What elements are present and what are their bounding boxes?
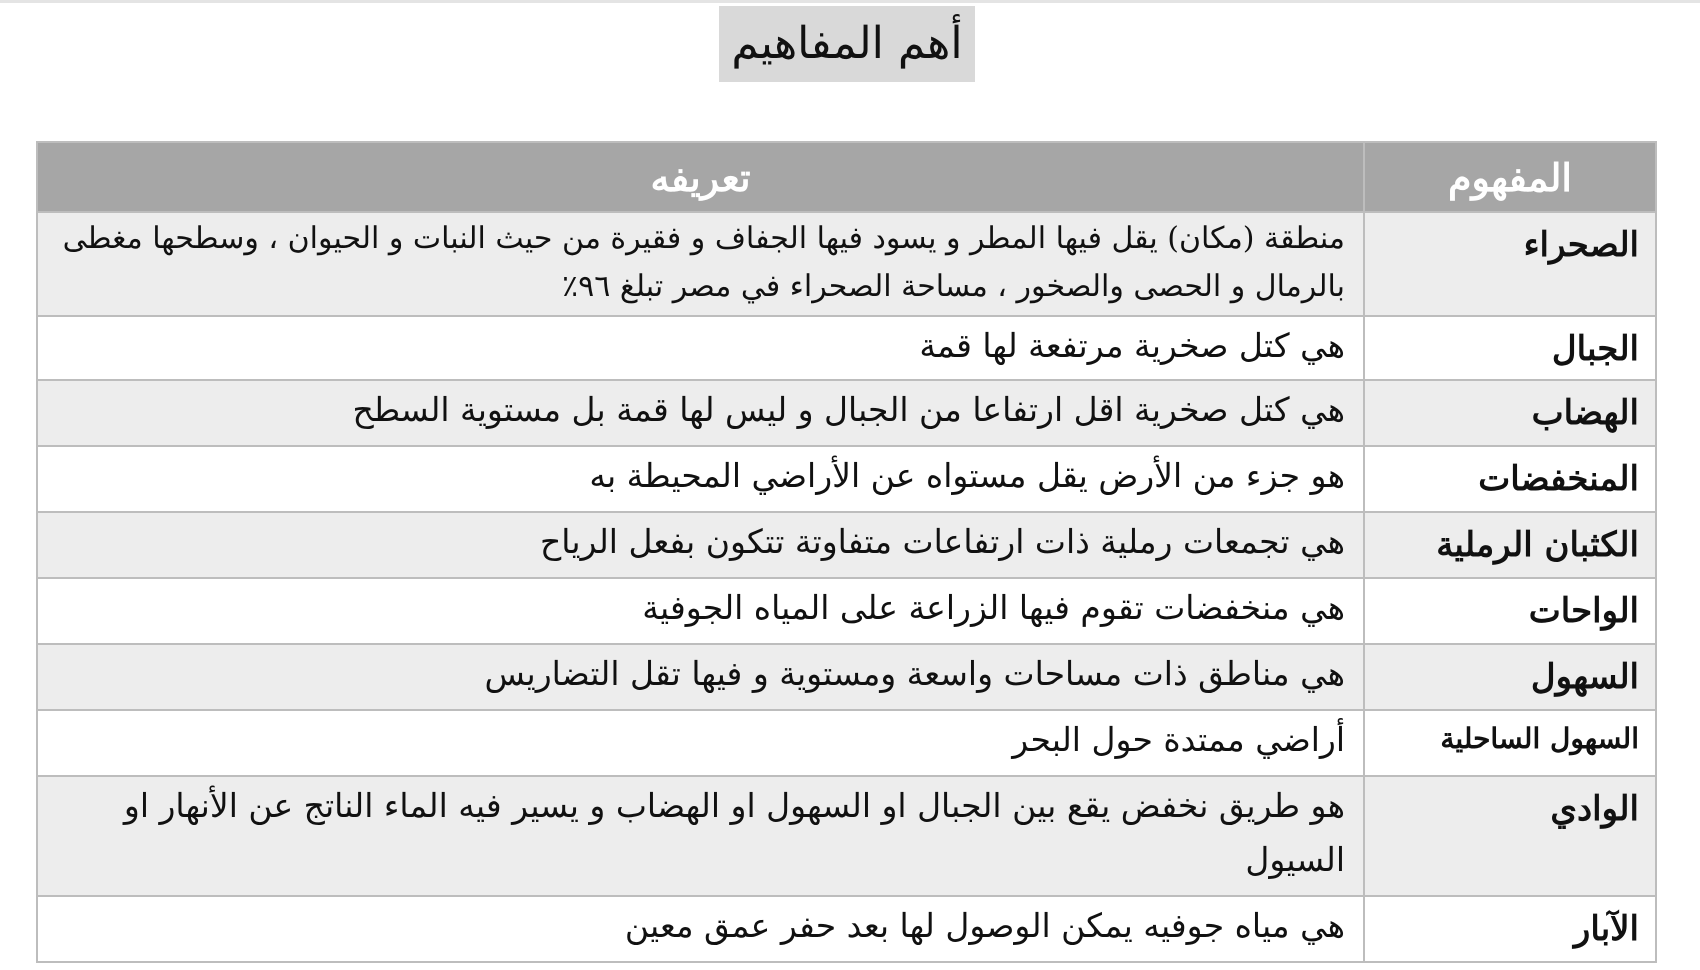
definition-cell: هي كتل صخرية مرتفعة لها قمة: [37, 316, 1364, 380]
definition-cell: هو جزء من الأرض يقل مستواه عن الأراضي المحيطة به: [37, 446, 1364, 512]
table-row: [37, 578, 1656, 644]
table-row: [37, 212, 1656, 316]
definition-cell: هي تجمعات رملية ذات ارتفاعات متفاوتة تتكون بفعل الرياح: [37, 512, 1364, 578]
term-cell: الوادي: [1364, 776, 1656, 896]
concepts-table: [36, 141, 1657, 963]
table-row: [37, 380, 1656, 446]
page-title: أهم المفاهيم: [719, 6, 975, 82]
table-row: [37, 776, 1656, 896]
definition-cell: هي مناطق ذات مساحات واسعة ومستوية و فيها تقل التضاريس: [37, 644, 1364, 710]
term-cell: السهول: [1364, 644, 1656, 710]
table-row: [37, 710, 1656, 776]
table-row: [37, 512, 1656, 578]
definition-cell: هو طريق نخفض يقع بين الجبال او السهول او الهضاب و يسير فيه الماء الناتج عن الأنهار او السيول: [37, 776, 1364, 896]
table-row: [37, 316, 1656, 380]
definition-cell: هي مياه جوفيه يمكن الوصول لها بعد حفر عمق معين: [37, 896, 1364, 962]
term-cell: الصحراء: [1364, 212, 1656, 316]
table-header-row: [37, 142, 1656, 212]
table-row: [37, 644, 1656, 710]
table-row: [37, 446, 1656, 512]
term-cell: المنخفضات: [1364, 446, 1656, 512]
term-cell: الآبار: [1364, 896, 1656, 962]
definition-cell: هي منخفضات تقوم فيها الزراعة على المياه الجوفية: [37, 578, 1364, 644]
definition-cell: منطقة (مكان) يقل فيها المطر و يسود فيها الجفاف و فقيرة من حيث النبات و الحيوان ، وسطحها مغطى بالرمال و الحصى والصخور ، مساحة الصحراء في مصر تبلغ ٩٦٪: [37, 212, 1364, 316]
top-rule: [0, 0, 1700, 3]
term-cell: الجبال: [1364, 316, 1656, 380]
term-cell: السهول الساحلية: [1364, 710, 1656, 776]
term-cell: الهضاب: [1364, 380, 1656, 446]
table-row: [37, 896, 1656, 962]
definition-cell: أراضي ممتدة حول البحر: [37, 710, 1364, 776]
definition-column-header: تعريفه: [37, 142, 1364, 212]
term-cell: الواحات: [1364, 578, 1656, 644]
term-column-header: المفهوم: [1364, 142, 1656, 212]
definition-cell: هي كتل صخرية اقل ارتفاعا من الجبال و ليس لها قمة بل مستوية السطح: [37, 380, 1364, 446]
term-cell: الكثبان الرملية: [1364, 512, 1656, 578]
